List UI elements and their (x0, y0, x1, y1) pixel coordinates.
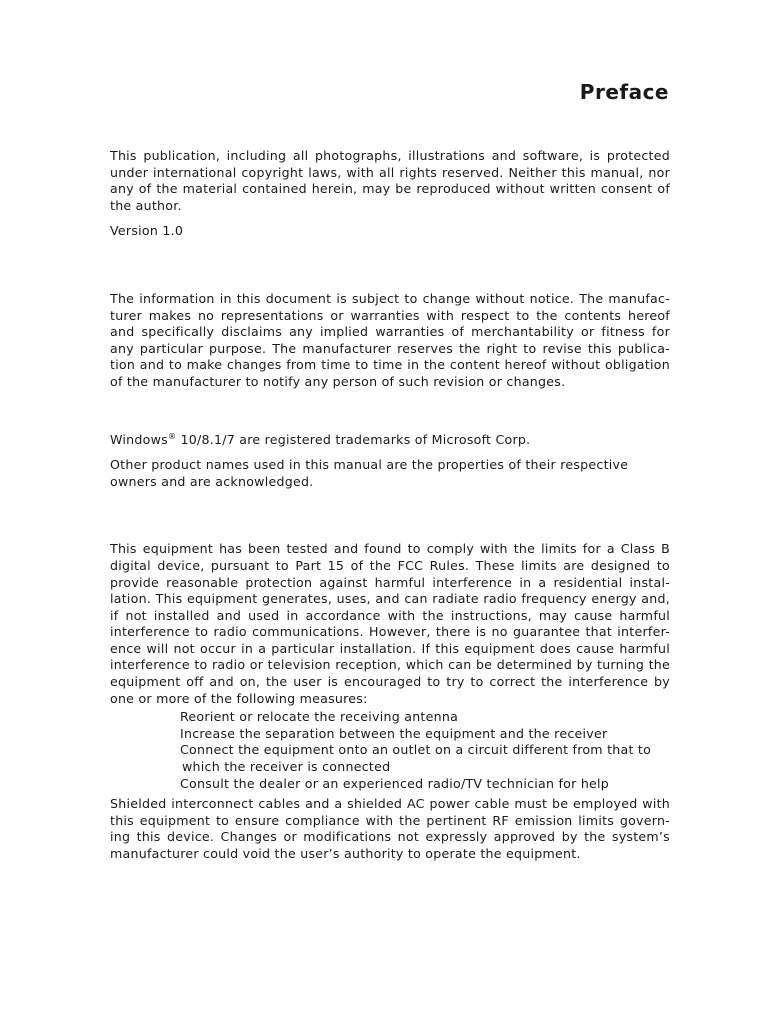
windows-trademark-text (110, 432, 670, 449)
copyright-paragraph: This publication, including all photographs, illustrations and software, is protected under international copyright laws, with all rights reserved. Neither this manual, nor any of the material contained herein, may be reproduced without written consent of the author. (110, 148, 670, 213)
version-text: Version 1.0 (110, 223, 184, 239)
disclaimer-paragraph: The information in this document is subject to change without notice. The manufac-turer makes no representations or warranties with respect to the contents hereof and specifically disclaims any implied warranties of merchantability or fitness for any particular purpose. The manufacturer reserves the right to revise this publica-tion and to make changes from time to time in the content hereof without obligation of the manufacturer to notify any person of such revision or changes. (110, 290, 670, 389)
measure-item: Increase the separation between the equipment and the receiver (180, 725, 608, 741)
page-title: Preface (579, 80, 669, 104)
measures-list (110, 709, 670, 792)
shielded-cables-paragraph: Shielded interconnect cables and a shielded AC power cable must be employed with this equipment to ensure compliance with the pertinent RF emission limits govern-ing this device. Changes or modifications not expressly approved by the system’s manufacturer could void the user’s authority to operate the equipment. (110, 796, 670, 861)
measure-item: Consult the dealer or an experienced radio/TV technician for help (180, 775, 610, 791)
windows-trademark-rest: 10/8.1/7 are registered trademarks of Microsoft Corp. (176, 431, 531, 447)
measure-item-continuation: which the receiver is connected (182, 759, 391, 775)
measure-item: Connect the equipment onto an outlet on a circuit different from that to (180, 742, 652, 758)
fcc-paragraph: This equipment has been tested and found to comply with the limits for a Class B digital device, pursuant to Part 15 of the FCC Rules. These limits are designed to provide reasonable protection against harmful interference in a residential instal-lation. This equipment generates, uses, and can radiate radio frequency energy and, if not installed and used in accordance with the instructions, may cause harmful interference to radio communications. However, there is no guarantee that interfer-ence will not occur in a particular installation. If this equipment does cause harmful interference to radio or television reception, which can be determined by turning the equipment off and on, the user is encouraged to try to correct the interference by one or more of the following measures: (110, 541, 670, 706)
windows-word: Windows (110, 431, 168, 447)
other-products-text: Other product names used in this manual are the properties of their respective owners and are acknowledged. (110, 457, 629, 489)
registered-mark: ® (167, 431, 177, 441)
measure-item: Reorient or relocate the receiving antenna (180, 709, 459, 725)
preface-body (110, 148, 670, 863)
